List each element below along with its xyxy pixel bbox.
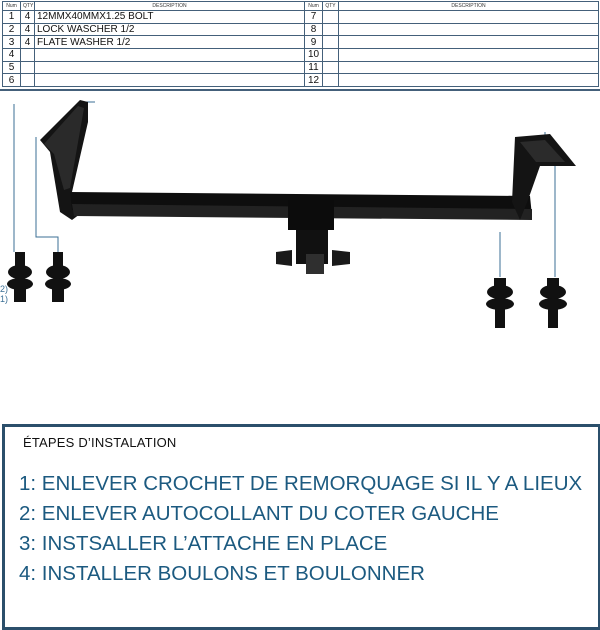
parts-table: [2, 1, 599, 87]
part-description: 12MMX40MMX1.25 BOLT: [35, 11, 305, 24]
part-num: 9: [305, 36, 323, 49]
part-qty: [323, 23, 339, 36]
bolt-left-1: [7, 252, 33, 302]
parts-row: [3, 11, 599, 24]
step-item: 2: ENLEVER AUTOCOLLANT DU COTER GAUCHE: [19, 502, 499, 525]
part-num: 6: [3, 74, 21, 87]
receiver-opening: [306, 254, 324, 274]
part-qty: [323, 11, 339, 24]
part-description: [35, 74, 305, 87]
part-description: [339, 48, 599, 61]
part-description: [35, 61, 305, 74]
divider: [0, 89, 600, 91]
part-num: 12: [305, 74, 323, 87]
part-num: 11: [305, 61, 323, 74]
part-qty: [21, 74, 35, 87]
part-description: [339, 61, 599, 74]
part-qty: [323, 48, 339, 61]
qty-header: QTY: [21, 2, 35, 11]
part-description: [339, 36, 599, 49]
part-qty: [323, 61, 339, 74]
installation-steps-panel: [2, 424, 600, 630]
part-num: 3: [3, 36, 21, 49]
steps-list: [19, 469, 582, 589]
parts-table-header: [3, 2, 599, 11]
part-num: 4: [3, 48, 21, 61]
parts-row: [3, 48, 599, 61]
part-description: [339, 11, 599, 24]
part-description: [339, 23, 599, 36]
num-header: Num: [305, 2, 323, 11]
step-item: 3: INSTSALLER L’ATTACHE EN PLACE: [19, 532, 388, 555]
part-qty: [323, 74, 339, 87]
qty-header: QTY: [323, 2, 339, 11]
receiver-plate: [288, 200, 334, 230]
part-qty: [21, 48, 35, 61]
description-header: DESCRIPTION: [339, 2, 599, 11]
parts-row: [3, 61, 599, 74]
step-item: 4: INSTALLER BOULONS ET BOULONNER: [19, 562, 425, 585]
part-qty: 4: [21, 11, 35, 24]
part-qty: [21, 61, 35, 74]
parts-row: [3, 36, 599, 49]
part-qty: 4: [21, 36, 35, 49]
bolt-left-2: [45, 252, 71, 302]
part-num: 8: [305, 23, 323, 36]
part-num: 7: [305, 11, 323, 24]
steps-title: ÉTAPES D’INSTALATION: [23, 435, 177, 450]
part-description: [339, 74, 599, 87]
part-description: FLATE WASHER 1/2: [35, 36, 305, 49]
leader-lines: [14, 102, 555, 277]
parts-row: [3, 23, 599, 36]
step-item: 1: ENLEVER CROCHET DE REMORQUAGE SI IL Y A LIEUX: [19, 472, 583, 495]
part-qty: [323, 36, 339, 49]
part-description: [35, 48, 305, 61]
parts-row: [3, 74, 599, 87]
description-header: DESCRIPTION: [35, 2, 305, 11]
num-header: Num: [3, 2, 21, 11]
part-qty: 4: [21, 23, 35, 36]
bolt-right-1: [486, 278, 514, 328]
hitch-drawing: [0, 92, 600, 422]
part-num: 1: [3, 11, 21, 24]
bolt-right-2: [539, 278, 567, 328]
part-num: 10: [305, 48, 323, 61]
part-description: LOCK WASCHER 1/2: [35, 23, 305, 36]
callout-left: 2) 1): [0, 284, 9, 304]
part-num: 5: [3, 61, 21, 74]
part-num: 2: [3, 23, 21, 36]
